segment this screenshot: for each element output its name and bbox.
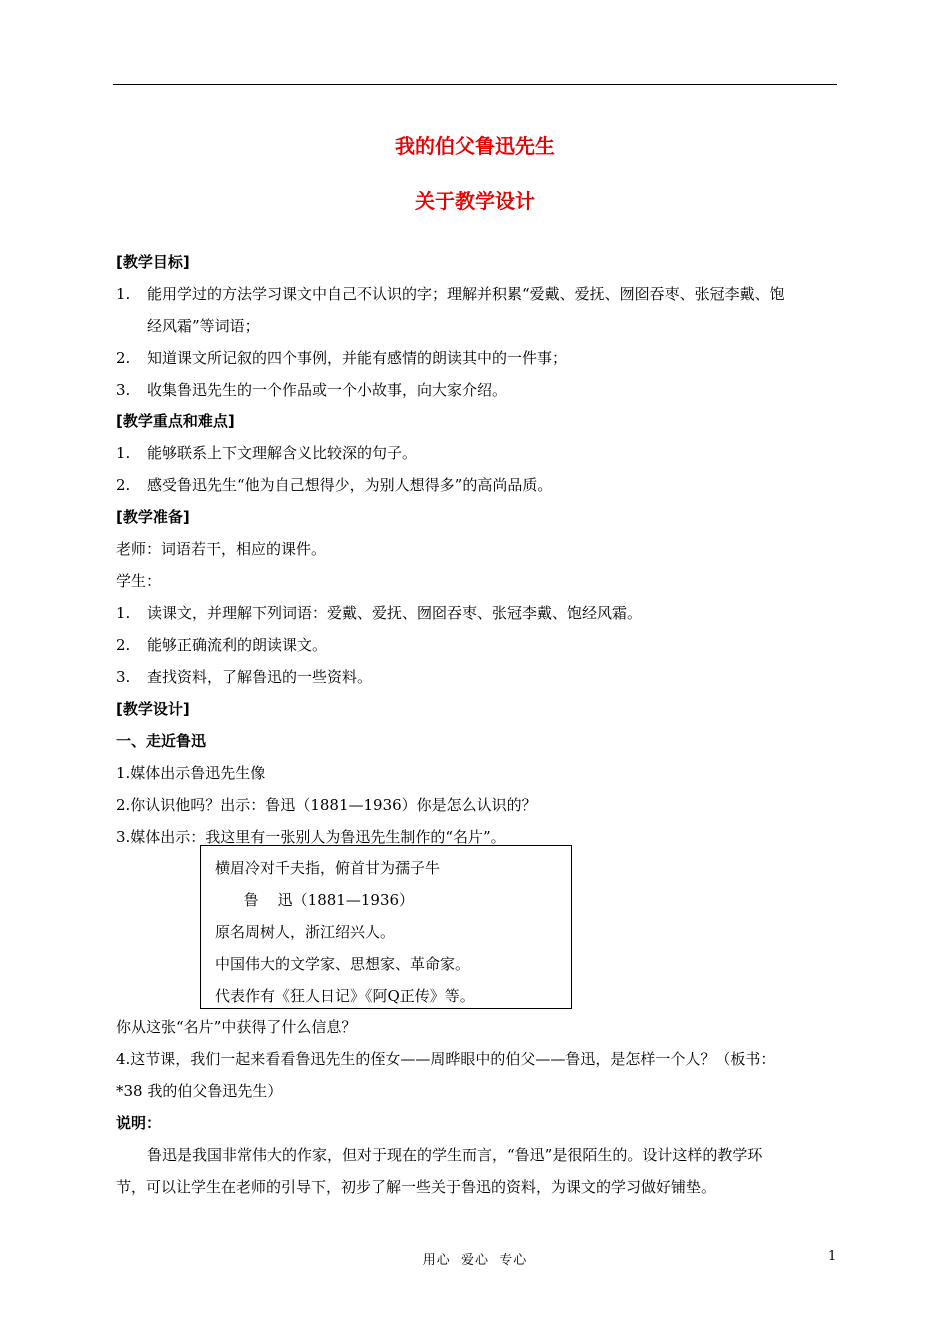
- prep-3-text: 查找资料，了解鲁迅的一些资料。: [147, 668, 373, 686]
- prep-teacher: 老师：词语若干，相应的课件。: [116, 540, 327, 558]
- design-header: [教学设计]: [116, 700, 190, 718]
- goal-1-number: 1.: [116, 285, 131, 303]
- prep-2-number: 2.: [116, 636, 131, 654]
- page-number: 1: [828, 1249, 837, 1264]
- goal-3-number: 3.: [116, 381, 131, 399]
- section-1-heading: 一、走近鲁迅: [116, 732, 207, 750]
- step-2: 2.你认识他吗？出示：鲁迅（1881—1936）你是怎么认识的？: [116, 796, 537, 814]
- goal-1-text: 能用学过的方法学习课文中自己不认识的字；理解并积累“爱戴、爱抚、囫囵吞枣、张冠李戴、饱: [147, 285, 785, 303]
- note-paragraph: 鲁迅是我国非常伟大的作家，但对于现在的学生而言，“鲁迅”是很陌生的。设计这样的教学环: [147, 1146, 763, 1164]
- card-line-motto: 横眉冷对千夫指，俯首甘为孺子牛: [215, 859, 441, 877]
- prep-student: 学生：: [116, 572, 162, 590]
- goal-3-text: 收集鲁迅先生的一个作品或一个小故事，向大家介绍。: [147, 381, 508, 399]
- keypoint-1-text: 能够联系上下文理解含义比较深的句子。: [147, 444, 418, 462]
- step-1: 1.媒体出示鲁迅先生像: [116, 764, 266, 782]
- prep-3-number: 3.: [116, 668, 131, 686]
- note-header: 说明：: [116, 1114, 162, 1132]
- keypoint-2-number: 2.: [116, 476, 131, 494]
- keypoint-1-number: 1.: [116, 444, 131, 462]
- footer-motto: 用心 爱心 专心: [422, 1253, 528, 1268]
- card-line-role: 中国伟大的文学家、思想家、革命家。: [215, 955, 471, 973]
- step-3: 3.媒体出示：我这里有一张别人为鲁迅先生制作的“名片”。: [116, 828, 506, 846]
- card-line-name: 鲁 迅（1881—1936）: [215, 891, 415, 909]
- prep-2-text: 能够正确流利的朗读课文。: [147, 636, 328, 654]
- header-rule: [113, 84, 837, 85]
- document-subtitle: 关于教学设计: [415, 189, 535, 213]
- name-card-box: [200, 845, 572, 1009]
- step-4-cont: *38 我的伯父鲁迅先生）: [116, 1082, 283, 1100]
- card-question: 你从这张“名片”中获得了什么信息？: [116, 1018, 357, 1036]
- keypoint-2-text: 感受鲁迅先生“他为自己想得少，为别人想得多”的高尚品质。: [147, 476, 553, 494]
- step-4: 4.这节课，我们一起来看看鲁迅先生的侄女——周晔眼中的伯父——鲁迅，是怎样一个人？（板书：: [116, 1050, 776, 1068]
- goal-1-text-cont: 经风霜”等词语；: [147, 317, 260, 335]
- document-title: 我的伯父鲁迅先生: [395, 134, 555, 158]
- keypoints-header: [教学重点和难点]: [116, 412, 235, 430]
- note-paragraph-cont: 节，可以让学生在老师的引导下，初步了解一些关于鲁迅的资料，为课文的学习做好铺垫。: [116, 1178, 717, 1196]
- card-line-origin: 原名周树人，浙江绍兴人。: [215, 923, 396, 941]
- prep-1-number: 1.: [116, 604, 131, 622]
- goal-2-text: 知道课文所记叙的四个事例，并能有感情的朗读其中的一件事；: [147, 349, 568, 367]
- card-line-works: 代表作有《狂人日记》《阿Q正传》等。: [215, 987, 475, 1005]
- goals-header: [教学目标]: [116, 253, 190, 271]
- prep-header: [教学准备]: [116, 508, 190, 526]
- prep-1-text: 读课文，并理解下列词语：爱戴、爱抚、囫囵吞枣、张冠李戴、饱经风霜。: [147, 604, 643, 622]
- goal-2-number: 2.: [116, 349, 131, 367]
